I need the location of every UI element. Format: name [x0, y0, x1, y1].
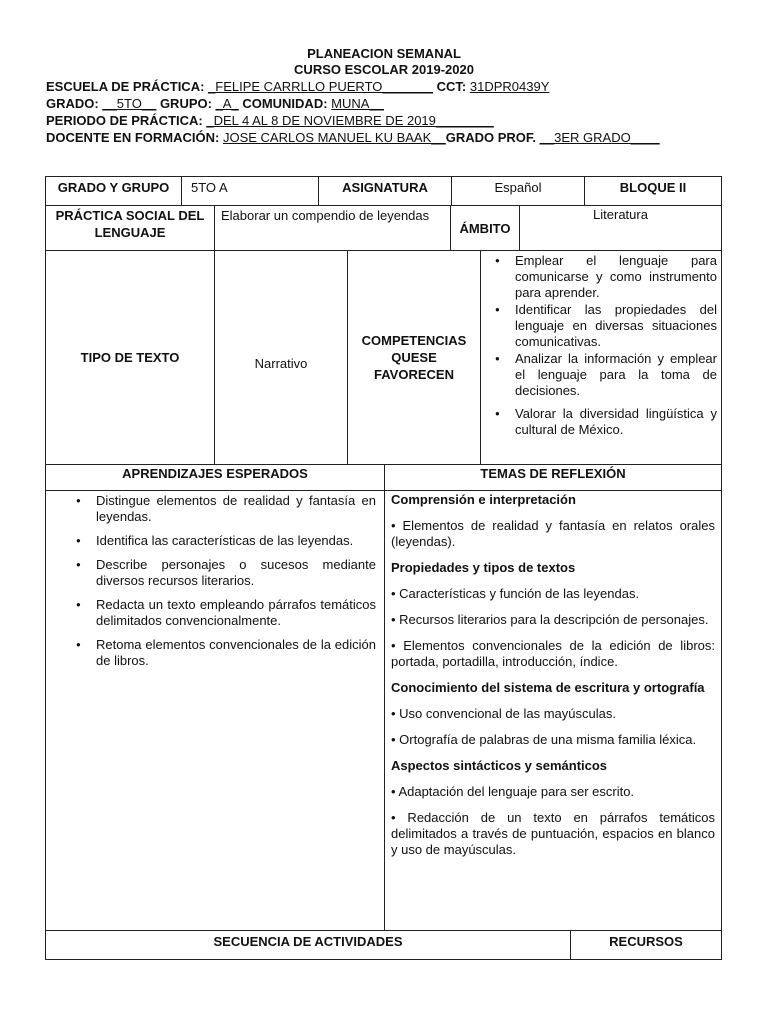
competencia-item: ● Analizar la información y emplear el lenguaje para la toma de decisiones. — [515, 351, 717, 399]
practica-value-cell: Elaborar un compendio de leyendas — [214, 205, 451, 251]
aprendizaje-item: ● Identifica las características de las leyendas. — [96, 533, 376, 549]
cct-value: 31DPR0439Y — [469, 79, 550, 94]
grado-value: __5TO__ — [102, 96, 157, 111]
comunidad-label: COMUNIDAD: — [242, 96, 328, 111]
competencias-list — [481, 253, 717, 438]
docente-label: DOCENTE EN FORMACIÓN: — [46, 130, 220, 145]
ambito-value-cell: Literatura — [519, 205, 722, 251]
temas-item: • Redacción de un texto en párrafos temáticos delimitados a través de puntuación, espacios en blanco y uso de mayúsculas. — [391, 810, 715, 857]
tipo-texto-value-cell: Narrativo — [214, 250, 348, 465]
escuela-value: _FELIPE CARRLLO PUERTO_______ — [208, 79, 434, 94]
temas-section-title: Comprensión e interpretación — [391, 492, 576, 507]
docente-line — [46, 130, 660, 145]
asignatura-label-cell: ASIGNATURA — [318, 176, 452, 206]
aprendizaje-item: ● Retoma elementos convencionales de la edición de libros. — [96, 637, 376, 669]
aprendizajes-header: APRENDIZAJES ESPERADOS — [45, 464, 385, 491]
secuencia-header: SECUENCIA DE ACTIVIDADES — [45, 930, 571, 960]
tipo-texto-label-cell: TIPO DE TEXTO — [45, 250, 215, 465]
escuela-label: ESCUELA DE PRÁCTICA: — [46, 79, 205, 94]
competencias-cell — [480, 250, 722, 465]
temas-item: • Adaptación del lenguaje para ser escrito. — [391, 784, 635, 799]
competencias-label-cell: COMPETENCIAS QUESE FAVORECEN — [347, 250, 481, 465]
temas-item: • Ortografía de palabras de una misma familia léxica. — [391, 732, 697, 747]
docente-value: JOSE CARLOS MANUEL KU BAAK__ — [222, 130, 446, 145]
temas-item: • Elementos de realidad y fantasía en relatos orales (leyendas). — [391, 518, 715, 549]
temas-header: TEMAS DE REFLEXIÓN — [384, 464, 722, 491]
grado-grupo-value-cell: 5TO A — [181, 176, 319, 206]
recursos-header: RECURSOS — [570, 930, 722, 960]
escuela-line — [46, 79, 549, 94]
grado-prof-value: __3ER GRADO____ — [539, 130, 660, 145]
competencia-item: ● Identificar las propiedades del lenguaje en diversas situaciones comunicativas. — [515, 302, 717, 350]
grado-line — [46, 96, 384, 111]
practica-label-cell: PRÁCTICA SOCIAL DEL LENGUAJE — [45, 205, 215, 251]
aprendizajes-cell — [45, 490, 385, 931]
asignatura-value-cell: Español — [451, 176, 585, 206]
grado-label: GRADO: — [46, 96, 99, 111]
competencia-item: ● Valorar la diversidad lingüística y cultural de México. — [515, 406, 717, 438]
temas-section-title: Propiedades y tipos de textos — [391, 560, 576, 575]
periodo-value: _DEL 4 AL 8 DE NOVIEMBRE DE 2019________ — [206, 113, 494, 128]
comunidad-value: MUNA__ — [331, 96, 384, 111]
grado-grupo-label-cell: GRADO Y GRUPO — [45, 176, 182, 206]
temas-item: • Características y función de las leyendas. — [391, 586, 640, 601]
ambito-label-cell: ÁMBITO — [450, 205, 520, 251]
temas-section-title: Aspectos sintácticos y semánticos — [391, 758, 608, 773]
grado-prof-label: GRADO PROF. — [445, 130, 537, 145]
document-title: PLANEACION SEMANAL — [307, 46, 461, 61]
aprendizaje-item: ● Redacta un texto empleando párrafos temáticos delimitados convencionalmente. — [96, 597, 376, 629]
temas-item: • Recursos literarios para la descripción de personajes. — [391, 612, 709, 627]
temas-section-title: Conocimiento del sistema de escritura y ortografía — [391, 680, 705, 695]
periodo-label: PERIODO DE PRÁCTICA: — [46, 113, 203, 128]
document-subtitle: CURSO ESCOLAR 2019-2020 — [294, 62, 474, 77]
competencia-item: ● Emplear el lenguaje para comunicarse y como instrumento para aprender. — [515, 253, 717, 301]
temas-item: • Uso convencional de las mayúsculas. — [391, 706, 616, 721]
grupo-label: GRUPO: — [159, 96, 212, 111]
aprendizaje-item: ● Describe personajes o sucesos mediante diversos recursos literarios. — [96, 557, 376, 589]
bloque-cell: BLOQUE II — [584, 176, 722, 206]
periodo-line — [46, 113, 494, 128]
temas-cell — [384, 490, 722, 931]
grupo-value: _A_ — [215, 96, 239, 111]
aprendizajes-list — [62, 493, 376, 669]
temas-item: • Elementos convencionales de la edición de libros: portada, portadilla, introducción, índice. — [391, 638, 715, 669]
aprendizaje-item: ● Distingue elementos de realidad y fantasía en leyendas. — [96, 493, 376, 525]
cct-label: CCT: — [436, 79, 467, 94]
